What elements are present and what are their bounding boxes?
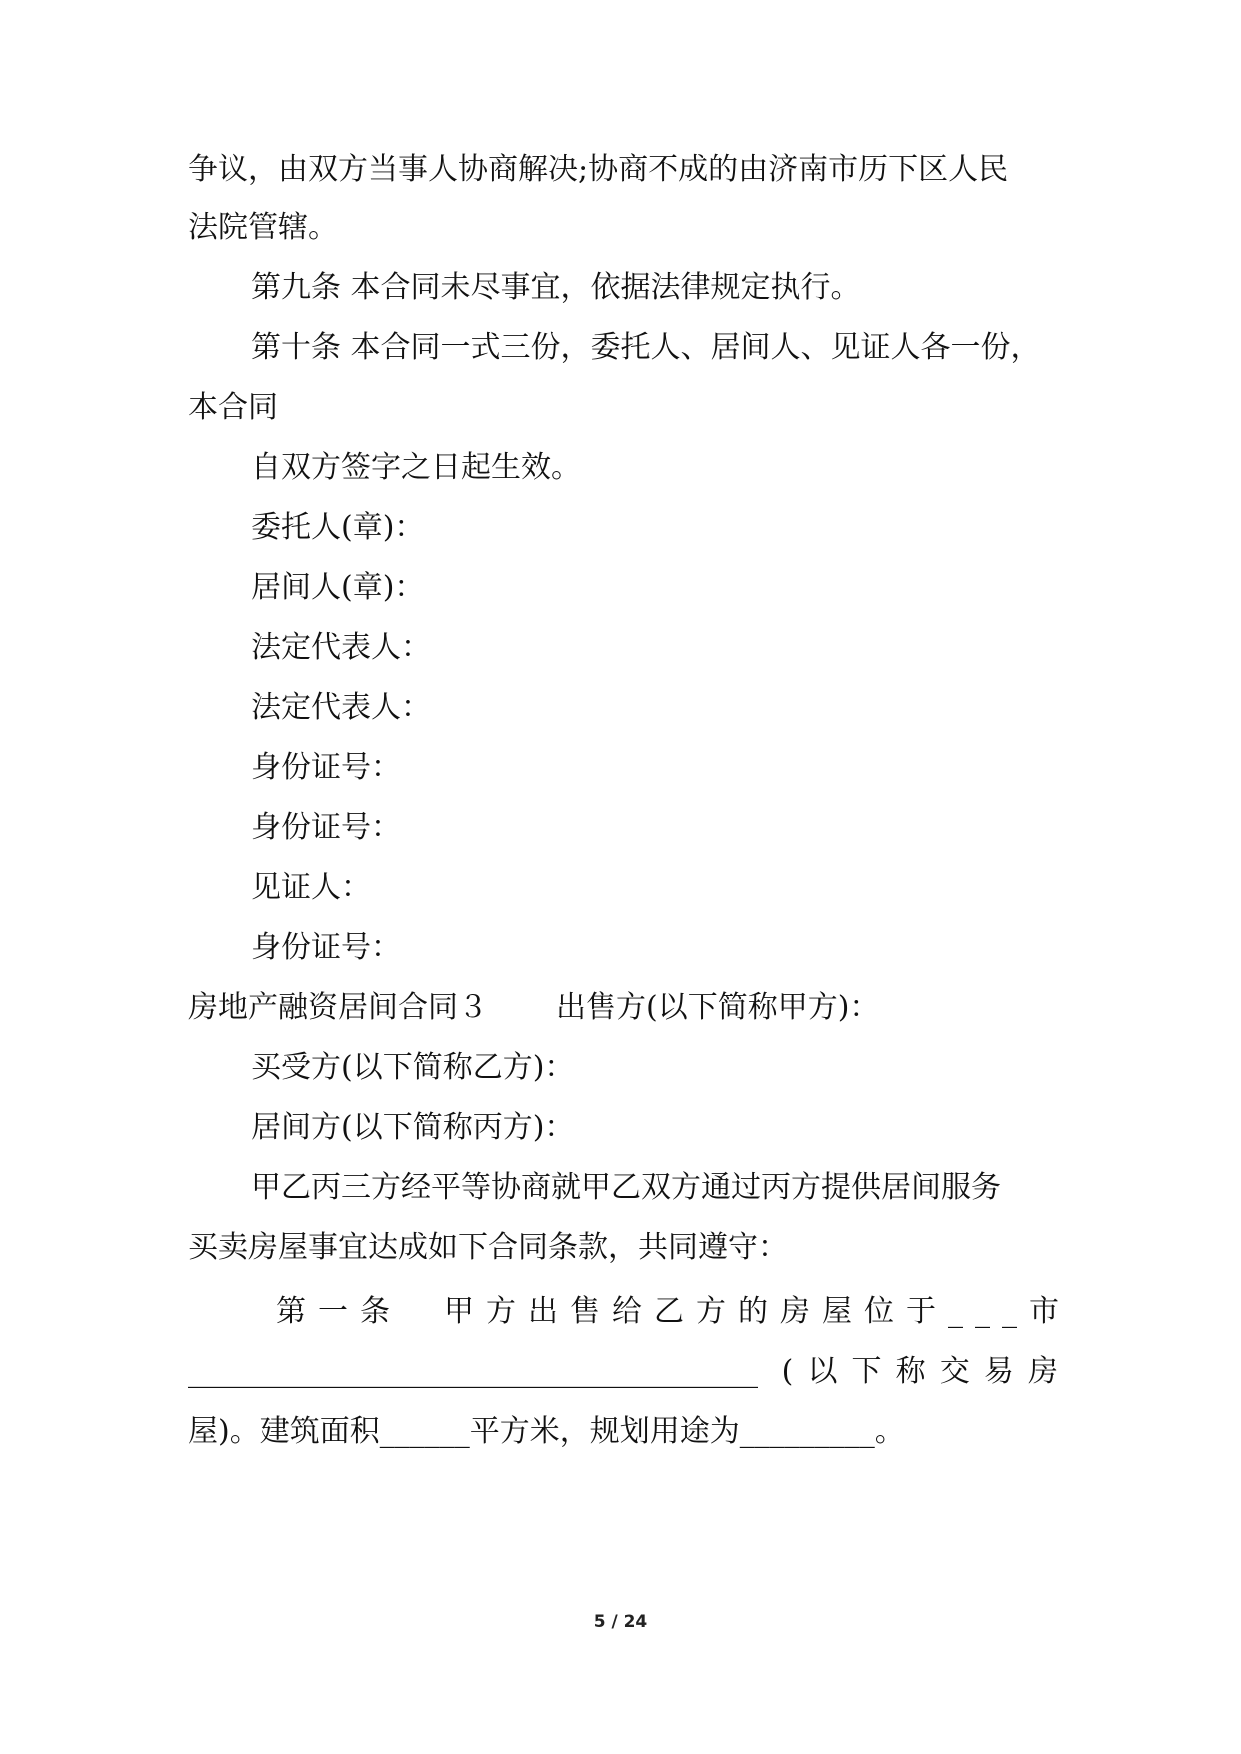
contract-heading-line — [188, 988, 1058, 1028]
signature-field-legal-rep: 法定代表人： — [251, 630, 431, 665]
text-line: 甲乙丙三方经平等协商就甲乙双方通过丙方提供居间服务 — [251, 1170, 1001, 1205]
intermediary-party-label: 居间方(以下简称丙方)： — [251, 1110, 575, 1145]
article-nine: 第九条 本合同未尽事宜，依据法律规定执行。 — [251, 270, 861, 305]
buyer-party-label: 买受方(以下简称乙方)： — [251, 1050, 575, 1085]
page-number: 5 / 24 — [593, 1612, 648, 1632]
text-line: 法院管辖。 — [188, 210, 338, 245]
text-line: 本合同 — [188, 390, 278, 425]
text-line: ______________________________________ (以下称交易房 — [188, 1354, 1058, 1389]
signature-field-witness: 见证人： — [251, 870, 371, 905]
text-line: 屋)。建筑面积______平方米，规划用途为_________。 — [188, 1414, 905, 1449]
seller-party-label: 出售方(以下简称甲方)： — [556, 990, 880, 1025]
signature-field-id-number: 身份证号： — [251, 810, 401, 845]
text-line: 争议，由双方当事人协商解决;协商不成的由济南市历下区人民 — [188, 152, 1009, 187]
text-line: 买卖房屋事宜达成如下合同条款，共同遵守： — [188, 1230, 788, 1265]
text-line: 自双方签字之日起生效。 — [251, 450, 581, 485]
article-ten: 第十条 本合同一式三份，委托人、居间人、见证人各一份， — [251, 330, 1041, 365]
signature-field-legal-rep: 法定代表人： — [251, 690, 431, 725]
contract-title: 房地产融资居间合同３ — [188, 990, 488, 1025]
article-one: 第一条 甲方出售给乙方的房屋位于___市 — [276, 1294, 1071, 1329]
signature-field-intermediary: 居间人(章)： — [251, 570, 425, 605]
signature-field-id-number: 身份证号： — [251, 750, 401, 785]
signature-field-id-number: 身份证号： — [251, 930, 401, 965]
signature-field-principal: 委托人(章)： — [251, 510, 425, 545]
